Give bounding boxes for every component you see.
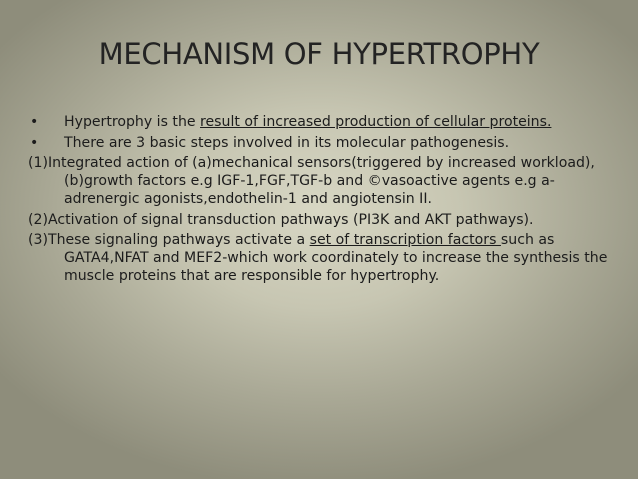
step-text: (3)These signaling pathways activate a: [28, 232, 310, 249]
bullet-item: [28, 114, 616, 132]
slide-body: [28, 114, 616, 288]
step-text-end: such as GATA4,NFAT and MEF2-which work coordinately to increase the synthesis the muscle proteins that are responsible for hypertrophy.: [64, 232, 608, 284]
step-text: (1)Integrated action of (a)mechanical sensors(triggered by increased workload),(b)growth factors e.g IGF-1,FGF,TGF-b and ©vasoactive agents e.g a-adrenergic agonists,endothelin-1 and angiotensin II.: [28, 155, 595, 207]
bullet-item: [28, 135, 616, 153]
step-item: [28, 155, 616, 208]
bullet-text: There are 3 basic steps involved in its molecular pathogenesis.: [64, 134, 510, 151]
slide-title: MECHANISM OF HYPERTROPHY: [98, 37, 540, 71]
bullet-text: Hypertrophy is the: [64, 114, 201, 130]
bullet-marker: •: [30, 134, 39, 151]
step-item: [28, 212, 616, 230]
step-item: [28, 232, 616, 285]
bullet-marker: •: [30, 114, 39, 130]
step-text: (2)Activation of signal transduction pathways (PI3K and AKT pathways).: [28, 211, 534, 228]
underlined-phrase: result of increased production of cellular proteins.: [200, 114, 552, 130]
underlined-phrase: set of transcription factors: [309, 232, 501, 249]
